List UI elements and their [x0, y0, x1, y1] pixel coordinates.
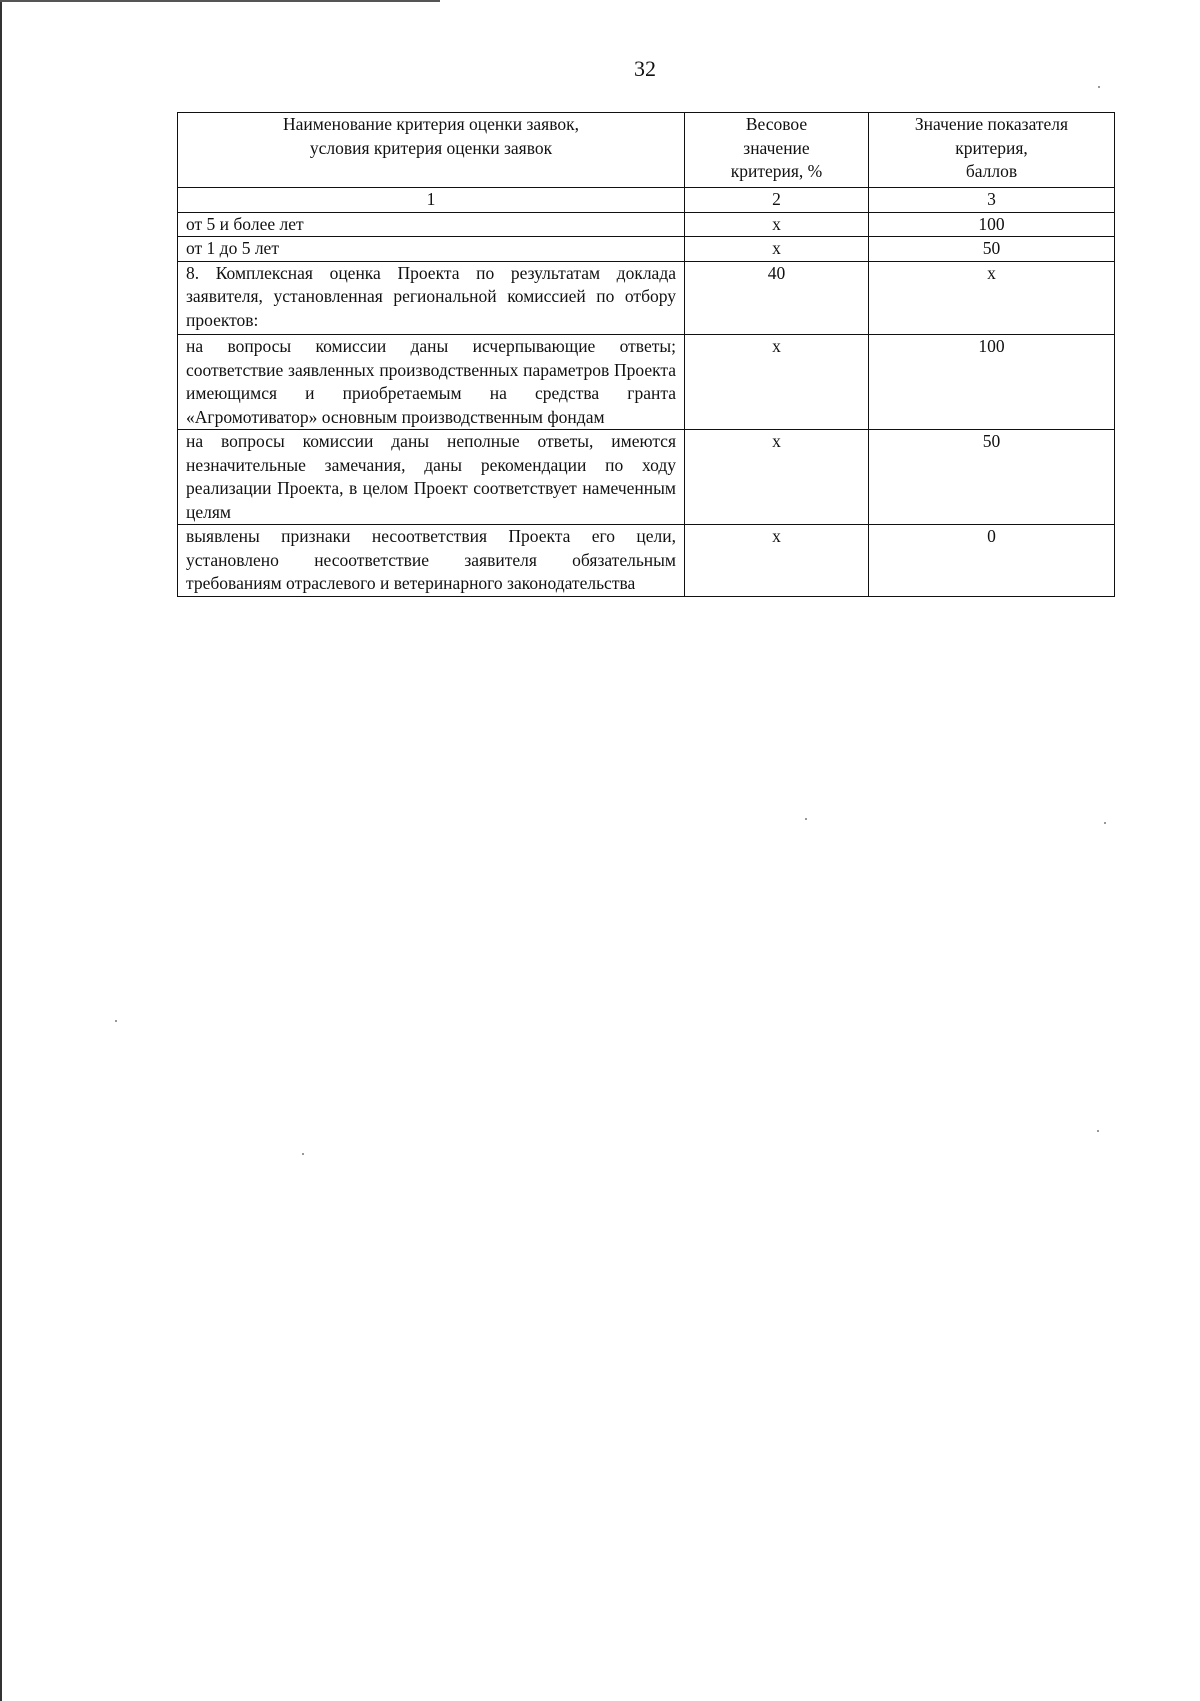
scan-speck	[115, 1020, 117, 1022]
column-number-3: 3	[869, 188, 1115, 213]
scan-speck	[1097, 1130, 1099, 1132]
row-score: 50	[869, 237, 1115, 262]
row-weight: 40	[685, 261, 869, 335]
scan-speck	[1098, 86, 1100, 88]
page-edge-top	[0, 0, 440, 2]
row-criterion: на вопросы комиссии даны исчерпывающие ответы; соответствие заявленных производственных параметров Проекта имеющимся и приобретаемым на средства гранта «Агромотиватор» основным производственным фондам	[178, 335, 685, 430]
table-row	[178, 525, 1115, 597]
row-weight: х	[685, 212, 869, 237]
header-criterion: Наименование критерия оценки заявок, условия критерия оценки заявок	[178, 113, 685, 188]
scan-speck	[805, 818, 807, 820]
table-row	[178, 430, 1115, 525]
row-weight: х	[685, 335, 869, 430]
row-score: 100	[869, 335, 1115, 430]
row-criterion: выявлены признаки несоответствия Проекта его цели, установлено несоответствие заявителя обязательным требованиям отраслевого и ветеринарного законодательства	[178, 525, 685, 597]
criteria-table	[177, 112, 1115, 597]
row-criterion: на вопросы комиссии даны неполные ответы, имеются незначительные замечания, даны рекомендации по ходу реализации Проекта, в целом Проект соответствует намеченным целям	[178, 430, 685, 525]
header-weight: Весовое значение критерия, %	[685, 113, 869, 188]
column-number-2: 2	[685, 188, 869, 213]
table-row	[178, 261, 1115, 335]
table-header-row	[178, 113, 1115, 188]
row-weight: х	[685, 237, 869, 262]
column-number-1: 1	[178, 188, 685, 213]
row-criterion: 8. Комплексная оценка Проекта по результатам доклада заявителя, установленная региональной комиссией по отбору проектов:	[178, 261, 685, 335]
row-weight: х	[685, 525, 869, 597]
table-row	[178, 212, 1115, 237]
row-score: 0	[869, 525, 1115, 597]
row-score: 50	[869, 430, 1115, 525]
row-criterion: от 1 до 5 лет	[178, 237, 685, 262]
row-weight: х	[685, 430, 869, 525]
row-criterion: от 5 и более лет	[178, 212, 685, 237]
header-score: Значение показателя критерия, баллов	[869, 113, 1115, 188]
scan-speck	[302, 1153, 304, 1155]
row-score: х	[869, 261, 1115, 335]
page-number: 32	[634, 56, 656, 81]
row-score: 100	[869, 212, 1115, 237]
table-row	[178, 335, 1115, 430]
table-row	[178, 237, 1115, 262]
column-number-row	[178, 188, 1115, 213]
page-edge-left	[0, 0, 2, 1701]
scan-speck	[1104, 822, 1106, 824]
